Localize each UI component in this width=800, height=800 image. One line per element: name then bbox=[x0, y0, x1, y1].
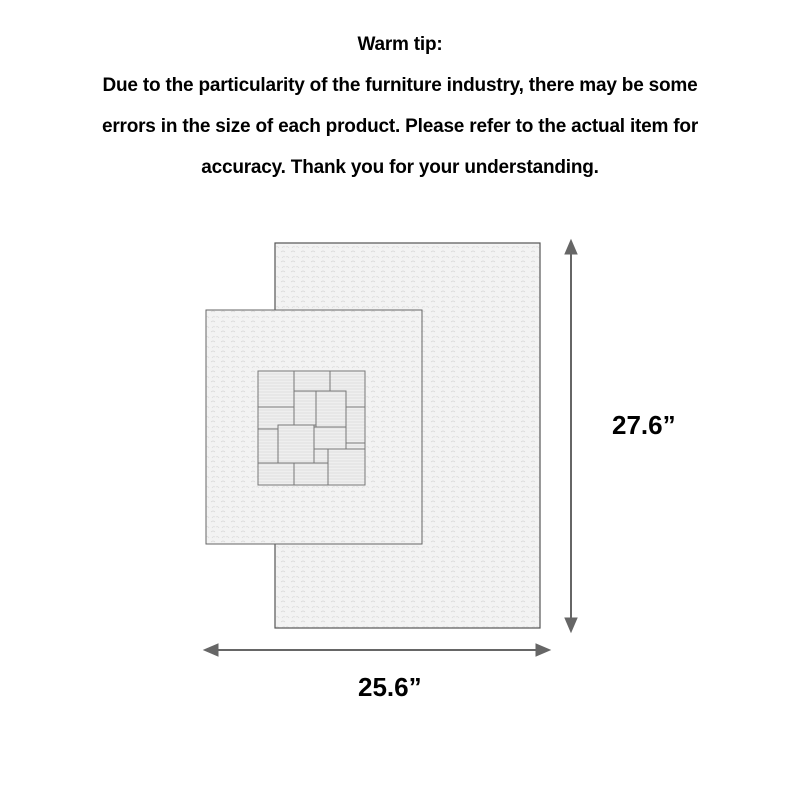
parquet-pattern bbox=[258, 371, 365, 485]
height-label: 27.6” bbox=[612, 410, 676, 440]
height-arrow bbox=[565, 240, 577, 632]
width-arrow bbox=[204, 644, 550, 656]
warm-tip-line-1: Due to the particularity of the furniture industry, there may be some bbox=[102, 75, 698, 96]
warm-tip-heading: Warm tip: bbox=[357, 34, 443, 55]
warm-tip-line-2: errors in the size of each product. Please refer to the actual item for bbox=[101, 116, 699, 137]
width-label: 25.6” bbox=[358, 672, 422, 702]
warm-tip-line-3: accuracy. Thank you for your understanding. bbox=[201, 157, 599, 178]
